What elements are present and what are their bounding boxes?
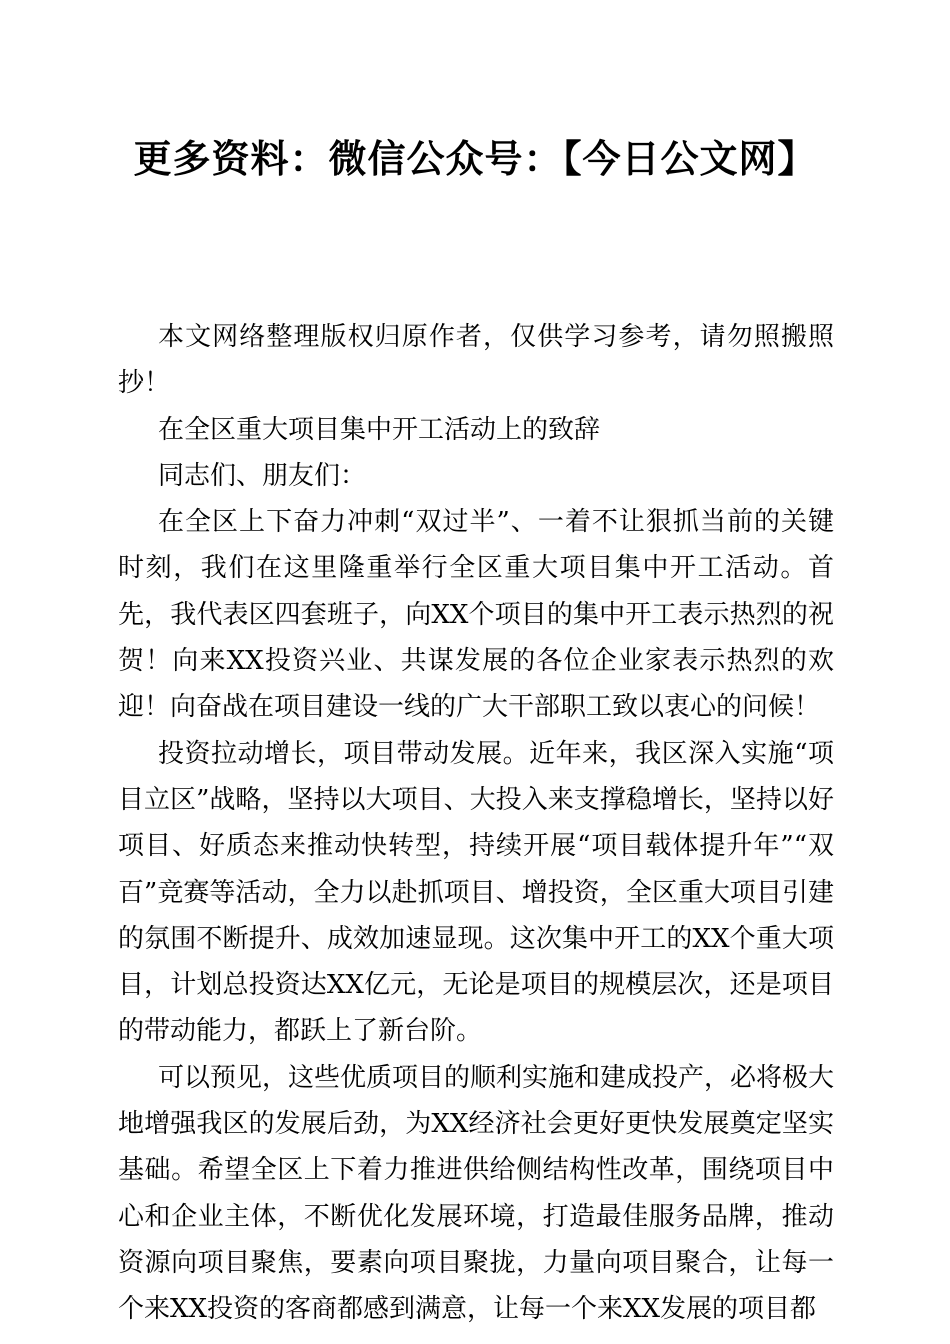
document-body — [118, 314, 834, 1333]
paragraph-2: 投资拉动增长，项目带动发展。近年来，我区深入实施“项目立区”战略，坚持以大项目、大投入来支撑稳增长，坚持以好项目、好质态来推动快转型，持续开展“项目载体提升年”“双百”竞赛等活动，全力以赴抓项目、增投资，全区重大项目引建的氛围不断提升、成效加速显现。这次集中开工的XX个重大项目，计划总投资达XX亿元，无论是项目的规模层次，还是项目的带动能力，都跃上了新台阶。 — [118, 738, 834, 1047]
paragraph-3: 可以预见，这些优质项目的顺利实施和建成投产，必将极大地增强我区的发展后劲，为XX经济社会更好更快发展奠定坚实基础。希望全区上下着力推进供给侧结构性改革，围绕项目中心和企业主体，不断优化发展环境，打造最佳服务品牌，推动资源向项目聚焦，要素向项目聚拢，力量向项目聚合，让每一个来XX投资的客商都感到满意，让每一个来XX发展的项目都 — [118, 1062, 835, 1325]
page-header: 更多资料：微信公众号：【今日公文网】 — [133, 136, 817, 181]
paragraph-1: 在全区上下奋力冲刺“双过半”、一着不让狠抓当前的关键时刻，我们在这里隆重举行全区重大项目集中开工活动。首先，我代表区四套班子，向XX个项目的集中开工表示热烈的祝贺！向来XX投资兴业、共谋发展的各位企业家表示热烈的欢迎！向奋战在项目建设一线的广大干部职工致以衷心的问候！ — [118, 507, 834, 723]
copyright-notice: 本文网络整理版权归原作者，仅供学习参考，请勿照搬照抄！ — [118, 322, 834, 399]
salutation: 同志们、朋友们： — [158, 460, 367, 491]
document-title: 在全区重大项目集中开工活动上的致辞 — [158, 414, 601, 445]
